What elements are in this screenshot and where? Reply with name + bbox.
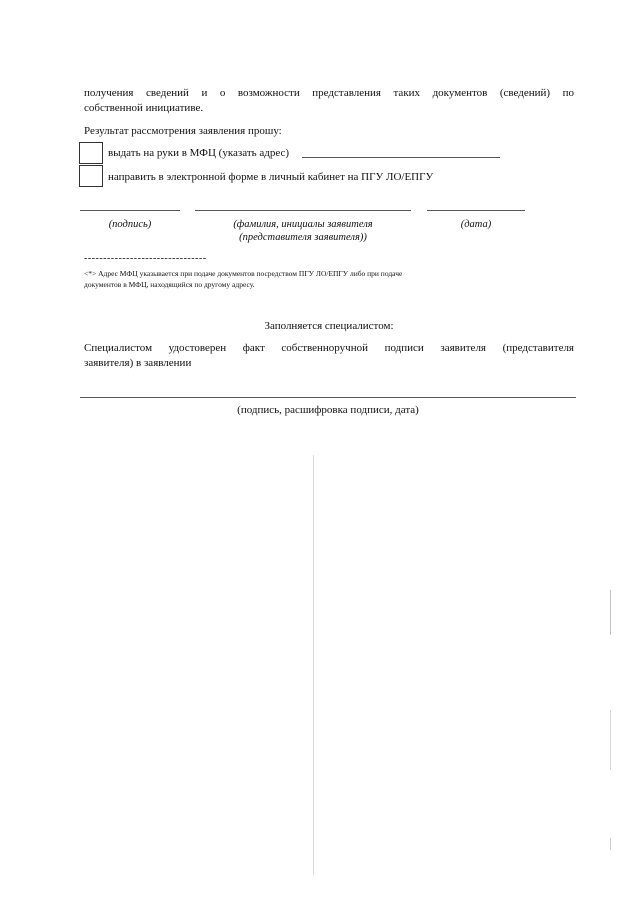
scan-artifact-mark	[610, 590, 611, 635]
footnote-separator: --------------------------------	[84, 253, 207, 264]
scan-artifact-mark	[610, 838, 611, 850]
address-input-line[interactable]	[302, 157, 500, 158]
paragraph-line-1: получения сведений и о возможности представления таких документов (сведений) по	[84, 87, 574, 99]
footnote-line-1: <*> Адрес МФЦ указывается при подаче документов посредством ПГУ ЛО/ЕПГУ либо при подаче	[84, 269, 403, 278]
option-electronic-label: направить в электронной форме в личный кабинет на ПГУ ЛО/ЕПГУ	[108, 171, 434, 183]
name-caption-line-1: (фамилия, инициалы заявителя	[233, 219, 373, 230]
footnote-line-2: документов в МФЦ, находящийся по другому адресу.	[84, 280, 255, 289]
scan-artifact-mark	[313, 455, 314, 875]
date-line[interactable]	[427, 210, 525, 211]
specialist-heading: Заполняется специалистом:	[264, 320, 394, 332]
specialist-signature-line[interactable]	[80, 397, 576, 398]
signature-line[interactable]	[80, 210, 180, 211]
scan-artifact-mark	[610, 710, 611, 770]
name-line[interactable]	[195, 210, 411, 211]
signature-caption: (подпись)	[108, 219, 152, 230]
specialist-line-1: Специалистом удостоверен факт собственноручной подписи заявителя (представителя	[84, 342, 574, 354]
option-handover-checkbox[interactable]	[79, 142, 103, 164]
date-caption: (дата)	[460, 219, 492, 230]
option-handover-label: выдать на руки в МФЦ (указать адрес)	[108, 147, 290, 159]
paragraph-line-2: собственной инициативе.	[84, 102, 204, 114]
specialist-line-2: заявителя) в заявлении	[84, 357, 192, 369]
specialist-signature-caption: (подпись, расшифровка подписи, дата)	[237, 404, 419, 416]
option-electronic-checkbox[interactable]	[79, 165, 103, 187]
result-label: Результат рассмотрения заявления прошу:	[84, 125, 282, 137]
name-caption-line-2: (представителя заявителя))	[239, 232, 367, 243]
